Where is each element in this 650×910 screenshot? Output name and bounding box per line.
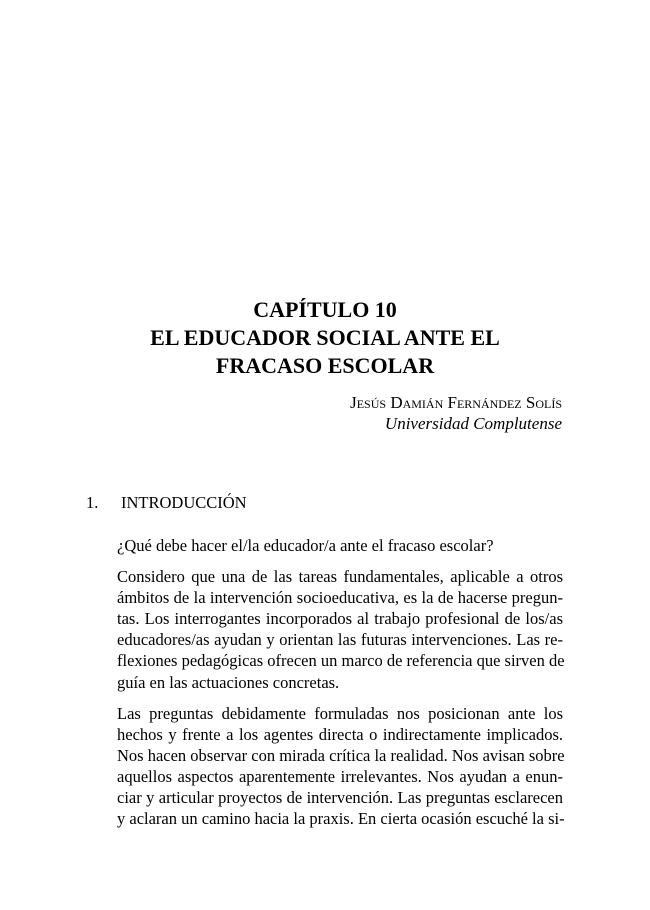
paragraph-line: ciar y articular proyectos de intervención. Las preguntas esclarecen xyxy=(117,788,563,808)
section-title: INTRODUCCIÓN xyxy=(121,493,247,512)
paragraph-line: educadores/as ayudan y orientan las futuras intervenciones. Las re- xyxy=(117,630,563,650)
paragraph-line: ámbitos de la intervención socioeducativa, es la de hacerse pregun- xyxy=(117,588,563,608)
paragraph xyxy=(86,566,563,693)
paragraph xyxy=(86,703,563,830)
author-name: Jesús Damián Fernández Solís xyxy=(350,393,562,412)
paragraph-line: guía en las actuaciones concretas. xyxy=(117,672,340,692)
chapter-title-line-1: EL EDUCADOR SOCIAL ANTE EL xyxy=(150,325,500,350)
paragraph xyxy=(86,535,563,556)
chapter-number: CAPÍTULO 10 xyxy=(253,297,397,322)
paragraph-line: flexiones pedagógicas ofrecen un marco de referencia que sirven de xyxy=(117,651,565,671)
paragraph-line: Nos hacen observar con mirada crítica la realidad. Nos avisan sobre xyxy=(117,745,565,765)
section-heading xyxy=(86,493,247,513)
paragraph-line: Considero que una de las tareas fundamentales, aplicable a otros xyxy=(117,567,563,587)
paragraph-line: aquellos aspectos aparentemente irrelevantes. Nos ayudan a enun- xyxy=(117,766,563,786)
paragraph-line: Las preguntas debidamente formuladas nos posicionan ante los xyxy=(117,703,563,723)
body-text xyxy=(86,535,563,839)
paragraph-line: tas. Los interrogantes incorporados al trabajo profesional de los/as xyxy=(117,609,563,629)
chapter-heading xyxy=(0,296,650,380)
chapter-title-line-2: FRACASO ESCOLAR xyxy=(215,353,435,378)
author-block xyxy=(350,392,562,434)
paragraph-line: hechos y frente a los agentes directa o indirectamente implicados. xyxy=(117,724,563,744)
section-number: 1. xyxy=(86,493,99,512)
paragraph-line: y aclaran un camino hacia la praxis. En cierta ocasión escuché la si- xyxy=(117,809,565,829)
author-affiliation: Universidad Complutense xyxy=(384,414,562,433)
paragraph-line: ¿Qué debe hacer el/la educador/a ante el fracaso escolar? xyxy=(117,536,494,555)
